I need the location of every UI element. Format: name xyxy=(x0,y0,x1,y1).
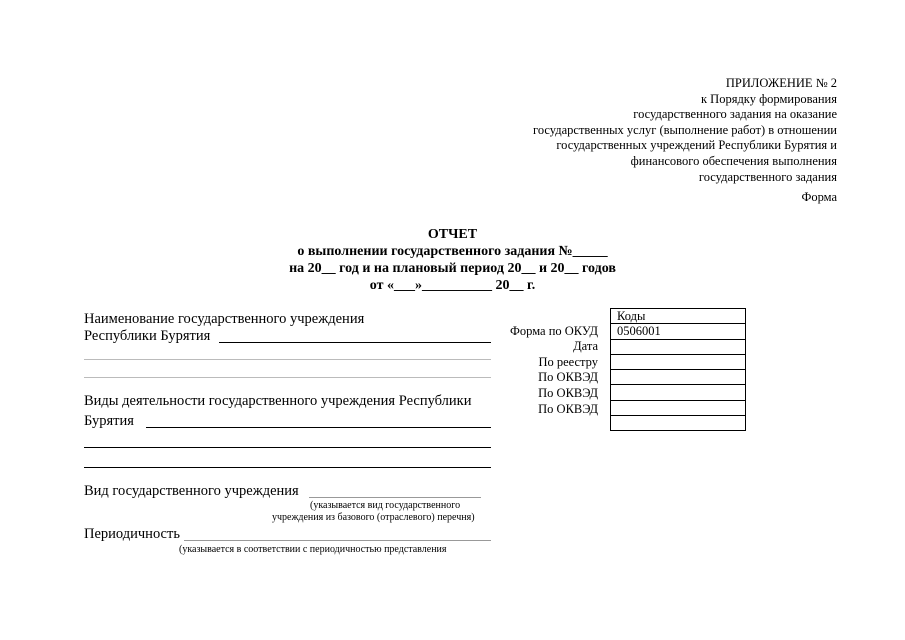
annex-line: государственных учреждений Республики Бурятия и xyxy=(556,138,837,153)
institution-name-line[interactable] xyxy=(219,342,491,343)
institution-type-line[interactable] xyxy=(309,497,481,498)
annex-line: к Порядку формирования xyxy=(700,91,837,106)
annex-line: государственных услуг (выполнение работ) в отношении xyxy=(533,122,837,137)
institution-type-label: Вид государственного учреждения xyxy=(84,483,299,499)
institution-name-label-2: Республики Бурятия xyxy=(84,328,211,344)
activity-types-label-2: Бурятия xyxy=(84,413,134,429)
title-line-2: о выполнении государственного задания №_____ xyxy=(297,244,608,259)
periodicity-line[interactable] xyxy=(184,540,491,541)
codes-row-label: По реестру xyxy=(538,355,598,369)
codes-cell[interactable] xyxy=(611,400,746,415)
institution-type-hint-1: (указывается вид государственного xyxy=(310,500,461,511)
title-line-3: на 20__ год и на плановый период 20__ и 20__ годов xyxy=(289,261,616,276)
codes-row-label: Дата xyxy=(573,339,598,353)
annex-header xyxy=(417,76,837,185)
institution-type-hint-2: учреждения из базового (отраслевого) перечня) xyxy=(272,512,475,523)
codes-row-label: Форма по ОКУД xyxy=(510,324,598,338)
activity-types-line[interactable] xyxy=(146,427,491,428)
periodicity-label: Периодичность xyxy=(84,526,180,542)
codes-cell[interactable] xyxy=(611,339,746,354)
codes-cell[interactable] xyxy=(611,370,746,385)
codes-cell[interactable] xyxy=(611,385,746,400)
document-title xyxy=(0,226,905,294)
activity-types-label-1: Виды деятельности государственного учреждения Республики xyxy=(84,393,472,409)
codes-row-label: По ОКВЭД xyxy=(538,402,598,416)
codes-cell[interactable] xyxy=(611,416,746,431)
institution-name-line-3[interactable] xyxy=(84,377,491,378)
title-line-1: ОТЧЕТ xyxy=(427,227,478,242)
institution-name-label-1: Наименование государственного учреждения xyxy=(84,311,365,327)
codes-header: Коды xyxy=(611,309,746,324)
title-line-4: от «___»__________ 20__ г. xyxy=(369,278,536,293)
codes-cell[interactable]: 0506001 xyxy=(611,324,746,339)
institution-name-line-2[interactable] xyxy=(84,359,491,360)
codes-cell[interactable] xyxy=(611,354,746,369)
annex-line: государственного задания на оказание xyxy=(633,107,837,122)
periodicity-hint: (указывается в соответствии с периодичностью представления xyxy=(179,544,447,555)
codes-row-label: По ОКВЭД xyxy=(538,370,598,384)
annex-line: ПРИЛОЖЕНИЕ № 2 xyxy=(725,76,837,90)
activity-types-line-2[interactable] xyxy=(84,447,491,448)
annex-line: финансового обеспечения выполнения xyxy=(630,153,837,168)
codes-row-label: По ОКВЭД xyxy=(538,386,598,400)
annex-line: государственного задания xyxy=(698,169,837,184)
activity-types-line-3[interactable] xyxy=(84,467,491,468)
form-label: Форма xyxy=(801,190,837,204)
codes-table xyxy=(610,308,746,431)
